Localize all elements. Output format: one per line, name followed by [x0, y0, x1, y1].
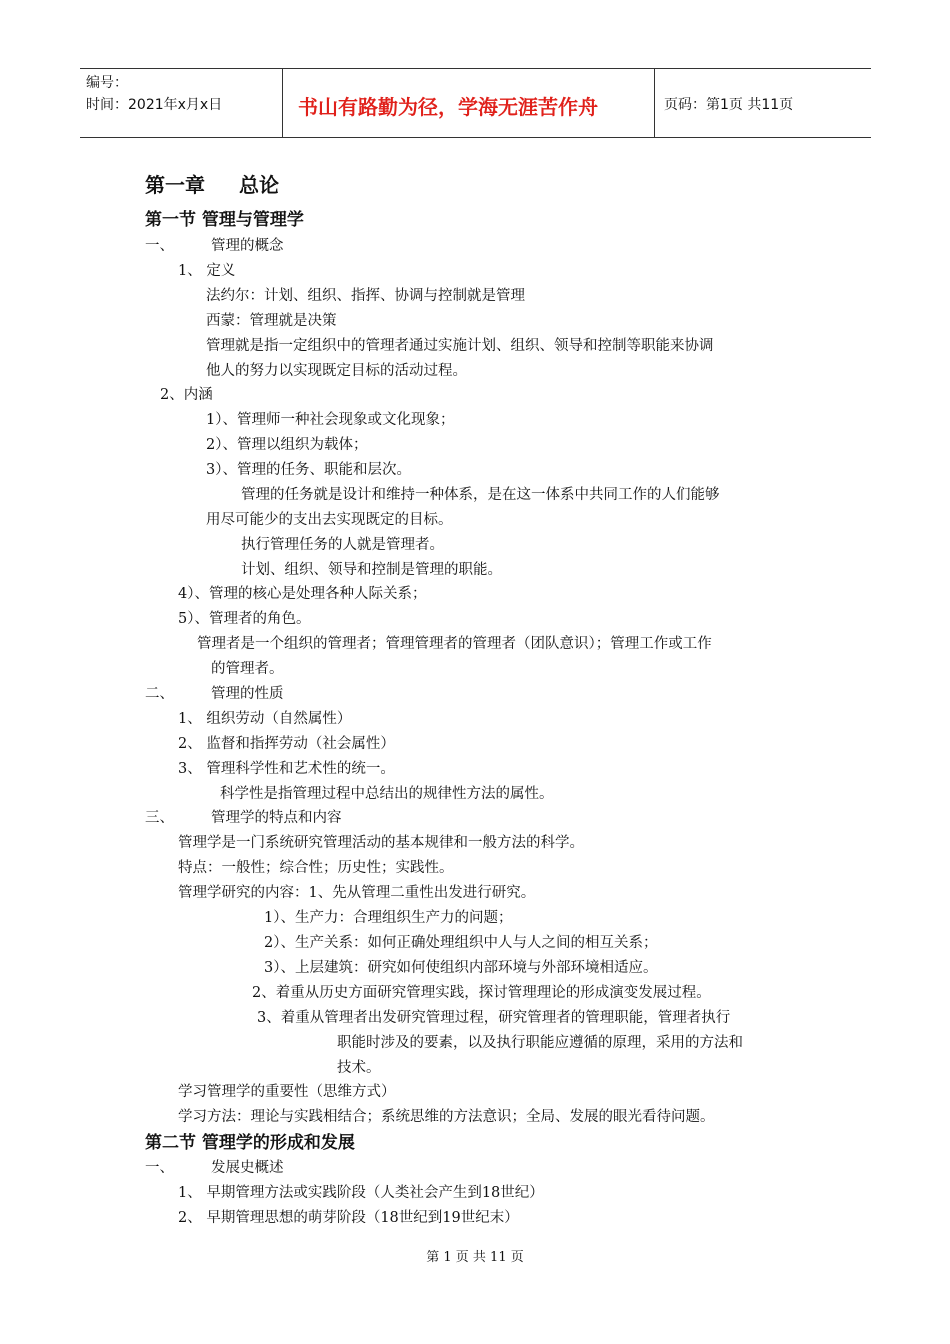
- list-item: 2、内涵: [160, 387, 213, 403]
- paragraph: 科学性是指管理过程中总结出的规律性方法的属性。: [220, 786, 554, 802]
- section-heading: 第一节 管理与管理学: [145, 210, 304, 230]
- header-meta: [86, 72, 222, 116]
- list-item: 3、着重从管理者出发研究管理过程，研究管理者的管理职能，管理者执行: [257, 1010, 731, 1026]
- subsection-heading: [145, 1158, 284, 1178]
- subsection-heading: [145, 236, 284, 256]
- subsection-title: 管理的性质: [211, 686, 284, 702]
- paragraph: 的管理者。: [211, 661, 284, 677]
- paragraph: 技术。: [337, 1060, 381, 1076]
- subsection-number: 二、: [145, 686, 174, 702]
- section-heading: 第二节 管理学的形成和发展: [145, 1133, 355, 1153]
- list-item: 3）、上层建筑：研究如何使组织内部环境与外部环境相适应。: [264, 960, 658, 976]
- paragraph: 计划、组织、领导和控制是管理的职能。: [241, 562, 502, 578]
- subsection-title: 管理学的特点和内容: [211, 810, 342, 826]
- list-item: 5）、管理者的角色。: [178, 611, 311, 627]
- list-item: 1）、生产力：合理组织生产力的问题；: [264, 910, 513, 926]
- paragraph: 管理就是指一定组织中的管理者通过实施计划、组织、领导和控制等职能来协调: [206, 338, 714, 354]
- paragraph: 职能时涉及的要素，以及执行职能应遵循的原理，采用的方法和: [337, 1035, 743, 1051]
- list-item: 2）、生产关系：如何正确处理组织中人与人之间的相互关系；: [264, 935, 658, 951]
- list-item: 1、 定义: [178, 263, 236, 279]
- list-item: 2、 早期管理思想的萌芽阶段（18世纪到19世纪末）: [178, 1210, 519, 1226]
- list-item: 3）、管理的任务、职能和层次。: [206, 462, 411, 478]
- chapter-title: 总论: [239, 173, 279, 197]
- paragraph: 管理者是一个组织的管理者；管理管理者的管理者（团队意识）；管理工作或工作: [197, 636, 712, 652]
- paragraph: 特点：一般性；综合性；历史性；实践性。: [178, 860, 454, 876]
- subsection-title: 发展史概述: [211, 1160, 284, 1176]
- page-header: [80, 68, 871, 138]
- list-item: 2、 监督和指挥劳动（社会属性）: [178, 736, 395, 752]
- subsection-title: 管理的概念: [211, 238, 284, 254]
- subsection-heading: [145, 808, 342, 828]
- list-item: 2、着重从历史方面研究管理实践，探讨管理理论的形成演变发展过程。: [252, 985, 711, 1001]
- paragraph: 学习管理学的重要性（思维方式）: [178, 1084, 396, 1100]
- paragraph: 管理学是一门系统研究管理活动的基本规律和一般方法的科学。: [178, 835, 584, 851]
- list-item: 4）、管理的核心是处理各种人际关系；: [178, 586, 427, 602]
- page-footer: 第 1 页 共 11 页: [426, 1250, 524, 1265]
- paragraph: 用尽可能少的支出去实现既定的目标。: [206, 512, 453, 528]
- paragraph: 管理的任务就是设计和维持一种体系，是在这一体系中共同工作的人们能够: [241, 487, 720, 503]
- subsection-number: 一、: [145, 1160, 174, 1176]
- paragraph: 执行管理任务的人就是管理者。: [241, 537, 444, 553]
- subsection-number: 一、: [145, 238, 174, 254]
- subsection-heading: [145, 684, 284, 704]
- paragraph: 法约尔：计划、组织、指挥、协调与控制就是管理: [206, 288, 525, 304]
- list-item: 2）、管理以组织为载体；: [206, 437, 368, 453]
- document-number-label: 编号：: [86, 75, 128, 91]
- list-item: 1、 早期管理方法或实践阶段（人类社会产生到18世纪）: [178, 1185, 544, 1201]
- list-item: 3、 管理科学性和艺术性的统一。: [178, 761, 395, 777]
- header-motto: 书山有路勤为径，学海无涯苦作舟: [298, 95, 598, 119]
- list-item: 1、 组织劳动（自然属性）: [178, 711, 352, 727]
- chapter-number: 第一章: [145, 173, 205, 197]
- paragraph: 管理学研究的内容：1、先从管理二重性出发进行研究。: [178, 885, 536, 901]
- header-divider: [654, 69, 655, 137]
- subsection-number: 三、: [145, 810, 174, 826]
- paragraph: 西蒙：管理就是决策: [206, 313, 337, 329]
- paragraph: 学习方法：理论与实践相结合；系统思维的方法意识；全局、发展的眼光看待问题。: [178, 1109, 715, 1125]
- header-page-info: 页码：第1页 共11页: [664, 97, 794, 113]
- chapter-heading: [145, 172, 279, 198]
- document-date-label: 时间：2021年x月x日: [86, 97, 223, 113]
- header-divider: [282, 69, 283, 137]
- list-item: 1）、管理师一种社会现象或文化现象；: [206, 412, 455, 428]
- paragraph: 他人的努力以实现既定目标的活动过程。: [206, 363, 467, 379]
